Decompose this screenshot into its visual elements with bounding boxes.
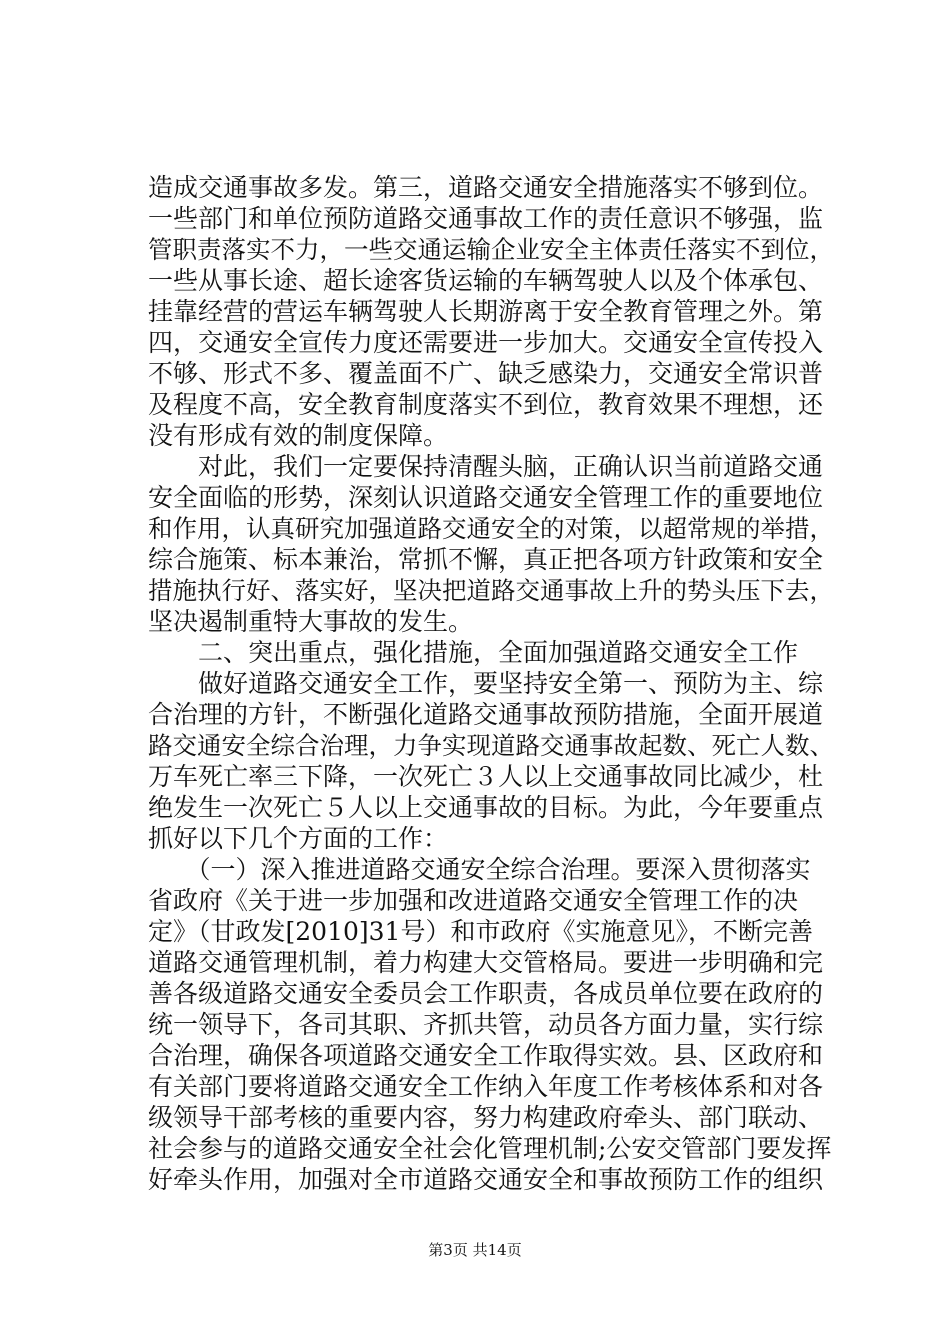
body-text-line: 定》（甘政发[2010]31号）和市政府《实施意见》，不断完善: [148, 917, 813, 946]
body-text-line: 路交通安全综合治理，力争实现道路交通事故起数、死亡人数、: [148, 731, 834, 760]
body-text-line: 坚决遏制重特大事故的发生。: [148, 607, 474, 636]
body-text-line: 综合施策、标本兼治，常抓不懈，真正把各项方针政策和安全: [148, 545, 824, 574]
body-text-line: 道路交通管理机制，着力构建大交管格局。要进一步明确和完: [148, 948, 824, 977]
body-text-line: 对此，我们一定要保持清醒头脑，正确认识当前道路交通: [148, 452, 824, 481]
body-text-line: 统一领导下，各司其职、齐抓共管，动员各方面力量，实行综: [148, 1010, 824, 1039]
body-text-line: 一些部门和单位预防道路交通事故工作的责任意识不够强，监: [148, 204, 824, 233]
body-text-line: 抓好以下几个方面的工作：: [148, 824, 449, 853]
body-text-line: 及程度不高，安全教育制度落实不到位，教育效果不理想，还: [148, 390, 824, 419]
body-text-line: 做好道路交通安全工作，要坚持安全第一、预防为主、综: [148, 669, 824, 698]
body-text-line: 省政府《关于进一步加强和改进道路交通安全管理工作的决: [148, 886, 799, 915]
body-text-line: 好牵头作用，加强对全市道路交通安全和事故预防工作的组织: [148, 1165, 824, 1194]
body-text-line: 挂靠经营的营运车辆驾驶人长期游离于安全教育管理之外。第: [148, 297, 824, 326]
body-text-line: （一）深入推进道路交通安全综合治理。要深入贯彻落实: [148, 855, 811, 884]
body-text-line: 措施执行好、落实好，坚决把道路交通事故上升的势头压下去，: [148, 576, 834, 605]
body-text-line: 万车死亡率三下降，一次死亡３人以上交通事故同比减少，杜: [148, 762, 824, 791]
body-text-line: 安全面临的形势，深刻认识道路交通安全管理工作的重要地位: [148, 483, 824, 512]
body-text-line: 二、突出重点，强化措施，全面加强道路交通安全工作: [148, 638, 799, 667]
body-text-line: 合治理，确保各项道路交通安全工作取得实效。县、区政府和: [148, 1041, 824, 1070]
body-text-line: 绝发生一次死亡５人以上交通事故的目标。为此，今年要重点: [148, 793, 824, 822]
body-text-line: 社会参与的道路交通安全社会化管理机制;公安交管部门要发挥: [148, 1134, 832, 1163]
body-text-line: 没有形成有效的制度保障。: [148, 421, 449, 450]
body-text-line: 四，交通安全宣传力度还需要进一步加大。交通安全宣传投入: [148, 328, 824, 357]
body-text-line: 造成交通事故多发。第三，道路交通安全措施落实不够到位。: [148, 173, 824, 202]
body-text-line: 合治理的方针，不断强化道路交通事故预防措施，全面开展道: [148, 700, 824, 729]
body-text-line: 不够、形式不多、覆盖面不广、缺乏感染力，交通安全常识普: [148, 359, 824, 388]
body-text-line: 管职责落实不力，一些交通运输企业安全主体责任落实不到位，: [148, 235, 834, 264]
body-text-line: 一些从事长途、超长途客货运输的车辆驾驶人以及个体承包、: [148, 266, 824, 295]
page-footer: 第3页 共14页: [428, 1241, 522, 1259]
body-text-line: 善各级道路交通安全委员会工作职责，各成员单位要在政府的: [148, 979, 824, 1008]
body-text-line: 级领导干部考核的重要内容，努力构建政府牵头、部门联动、: [148, 1103, 824, 1132]
body-text-line: 有关部门要将道路交通安全工作纳入年度工作考核体系和对各: [148, 1072, 824, 1101]
body-text-line: 和作用，认真研究加强道路交通安全的对策，以超常规的举措，: [148, 514, 834, 543]
document-body: [148, 172, 838, 1195]
